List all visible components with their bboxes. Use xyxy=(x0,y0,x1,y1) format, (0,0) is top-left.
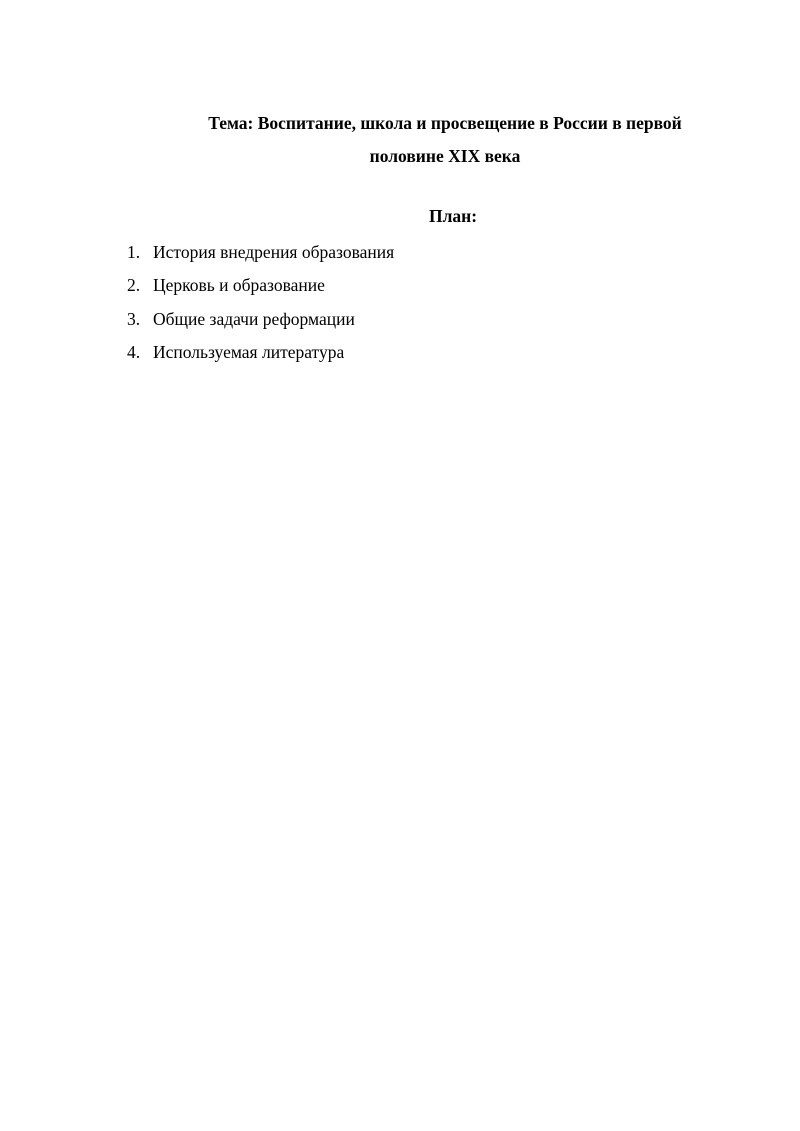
plan-item-2 xyxy=(127,269,394,302)
plan-list xyxy=(127,236,394,369)
plan-item-text: Используемая литература xyxy=(153,341,345,362)
plan-item-text: История внедрения образования xyxy=(153,242,395,262)
plan-item-1 xyxy=(127,236,394,269)
plan-item-text: Церковь и образование xyxy=(153,275,325,296)
plan-item-text: Общие задачи реформации xyxy=(153,308,355,329)
plan-item-3 xyxy=(127,303,394,336)
plan-item-number: 4. xyxy=(127,341,141,362)
title-line-2: половине XIX века xyxy=(369,146,521,166)
document-title xyxy=(120,107,720,173)
title-line-1: Тема: Воспитание, школа и просвещение в России в первой xyxy=(208,113,682,133)
plan-item-4 xyxy=(127,336,394,369)
plan-item-number: 2. xyxy=(127,275,141,296)
plan-heading: План: xyxy=(428,206,478,226)
plan-item-number: 3. xyxy=(127,308,141,329)
plan-item-number: 1. xyxy=(127,242,141,262)
